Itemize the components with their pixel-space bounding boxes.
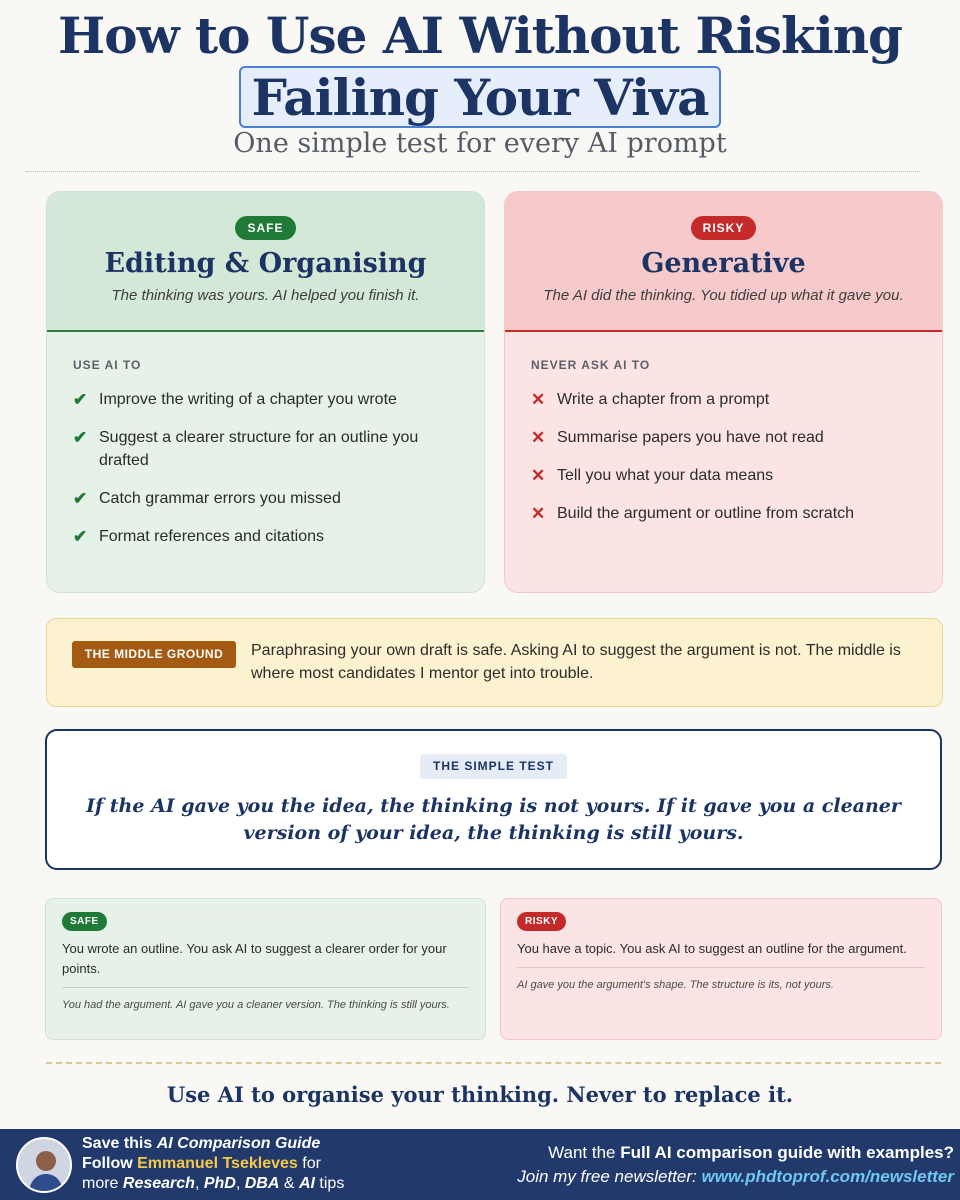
- page-subtitle: One simple test for every AI prompt: [233, 128, 727, 159]
- risky-card-header: [505, 192, 942, 332]
- safe-list-item: [73, 426, 458, 472]
- safe-badge: SAFE: [235, 216, 295, 240]
- footer-sep: &: [279, 1175, 299, 1192]
- risky-card: [504, 191, 943, 593]
- safe-list-item: [73, 388, 458, 411]
- safe-list-item: [73, 487, 458, 510]
- cross-icon: ✕: [531, 428, 546, 447]
- risky-list-item-text: Write a chapter from a prompt: [557, 391, 770, 408]
- risky-example-badge: RISKY: [517, 912, 566, 931]
- footer-sep: ,: [194, 1175, 204, 1192]
- footer-save-prefix: Save this: [82, 1135, 157, 1152]
- safe-list-item-text: Format references and citations: [99, 528, 324, 545]
- footer-more-suffix: tips: [314, 1175, 345, 1192]
- risky-card-body: [505, 332, 942, 525]
- author-name[interactable]: Emmanuel Tsekleves: [137, 1155, 298, 1172]
- risky-list-item: [531, 464, 916, 487]
- closing-statement: Use AI to organise your thinking. Never to replace it.: [166, 1082, 794, 1107]
- middle-ground-badge: THE MIDDLE GROUND: [72, 641, 236, 668]
- footer-cta-left: [82, 1134, 422, 1194]
- safe-list-label: USE AI TO: [73, 358, 142, 372]
- safe-example-badge: SAFE: [62, 912, 107, 931]
- check-icon: ✔: [73, 489, 88, 508]
- footer-want-highlight: Full AI comparison guide with examples?: [620, 1143, 954, 1162]
- risky-card-tagline: The AI did the thinking. You tidied up what it gave you.: [543, 287, 904, 304]
- safe-list-item-text: Catch grammar errors you missed: [99, 490, 341, 507]
- risky-card-title: Generative: [641, 248, 806, 279]
- risky-list-item: [531, 388, 916, 411]
- footer-follow-prefix: Follow: [82, 1155, 138, 1172]
- footer-sep: ,: [235, 1175, 245, 1192]
- footer-more-prefix: more: [82, 1175, 123, 1192]
- risky-list-item-text: Tell you what your data means: [557, 467, 774, 484]
- safe-list-item-text: Improve the writing of a chapter you wrote: [99, 391, 397, 408]
- simple-test-text: If the AI gave you the idea, the thinking is not yours. If it gave you a cleaner version of your idea, the thinking is still yours.: [86, 795, 901, 844]
- page-title-highlight: Failing Your Viva: [239, 66, 720, 128]
- cross-icon: ✕: [531, 390, 546, 409]
- safe-card-header: [47, 192, 484, 332]
- safe-example-text: You wrote an outline. You ask AI to suggest a clearer order for your points.: [62, 939, 469, 988]
- safe-card-tagline: The thinking was yours. AI helped you finish it.: [111, 287, 420, 304]
- footer-cta-right: [414, 1141, 954, 1189]
- page-title-line2-wrap: [0, 66, 960, 128]
- footer-save-highlight: AI Comparison Guide: [156, 1135, 321, 1152]
- risky-list-item: [531, 502, 916, 525]
- footer-phd: PhD: [203, 1175, 236, 1192]
- footer-ai: AI: [298, 1175, 315, 1192]
- safe-list-item: [73, 525, 458, 548]
- footer-follow-suffix: for: [297, 1155, 321, 1172]
- middle-ground-box: [46, 618, 943, 707]
- risky-example-note: AI gave you the argument's shape. The structure is its, not yours.: [517, 979, 834, 991]
- newsletter-link[interactable]: www.phdtoprof.com/newsletter: [701, 1167, 954, 1186]
- safe-card-body: [47, 332, 484, 548]
- middle-ground-text: Paraphrasing your own draft is safe. Asking AI to suggest the argument is not. The middle is where most candidates I mentor get into trouble.: [251, 642, 901, 682]
- safe-example-card: [45, 898, 486, 1040]
- safe-card-title: Editing & Organising: [104, 248, 427, 279]
- check-icon: ✔: [73, 527, 88, 546]
- risky-badge: RISKY: [691, 216, 757, 240]
- check-icon: ✔: [73, 428, 88, 447]
- avatar: [16, 1137, 72, 1193]
- safe-card: [46, 191, 485, 593]
- safe-example-note: You had the argument. AI gave you a cleaner version. The thinking is still yours.: [62, 999, 450, 1011]
- footer-banner: [0, 1129, 960, 1200]
- page-title-line1: How to Use AI Without Risking: [57, 6, 903, 65]
- risky-list-item-text: Build the argument or outline from scratch: [557, 505, 855, 522]
- footer-research: Research: [122, 1175, 195, 1192]
- risky-example-text: You have a topic. You ask AI to suggest an outline for the argument.: [517, 939, 925, 968]
- check-icon: ✔: [73, 390, 88, 409]
- footer-join-prefix: Join my free newsletter:: [517, 1167, 702, 1186]
- safe-list-item-text: Suggest a clearer structure for an outline you drafted: [99, 429, 419, 469]
- simple-test-box: [45, 729, 942, 870]
- divider: [26, 171, 920, 172]
- risky-list-item: [531, 426, 916, 449]
- footer-want-prefix: Want the: [548, 1143, 621, 1162]
- footer-dba: DBA: [244, 1175, 280, 1192]
- risky-list-label: NEVER ASK AI TO: [531, 358, 651, 372]
- cross-icon: ✕: [531, 504, 546, 523]
- risky-list-item-text: Summarise papers you have not read: [557, 429, 824, 446]
- cross-icon: ✕: [531, 466, 546, 485]
- risky-example-card: [500, 898, 942, 1040]
- simple-test-badge: THE SIMPLE TEST: [420, 754, 567, 779]
- divider: [46, 1062, 941, 1064]
